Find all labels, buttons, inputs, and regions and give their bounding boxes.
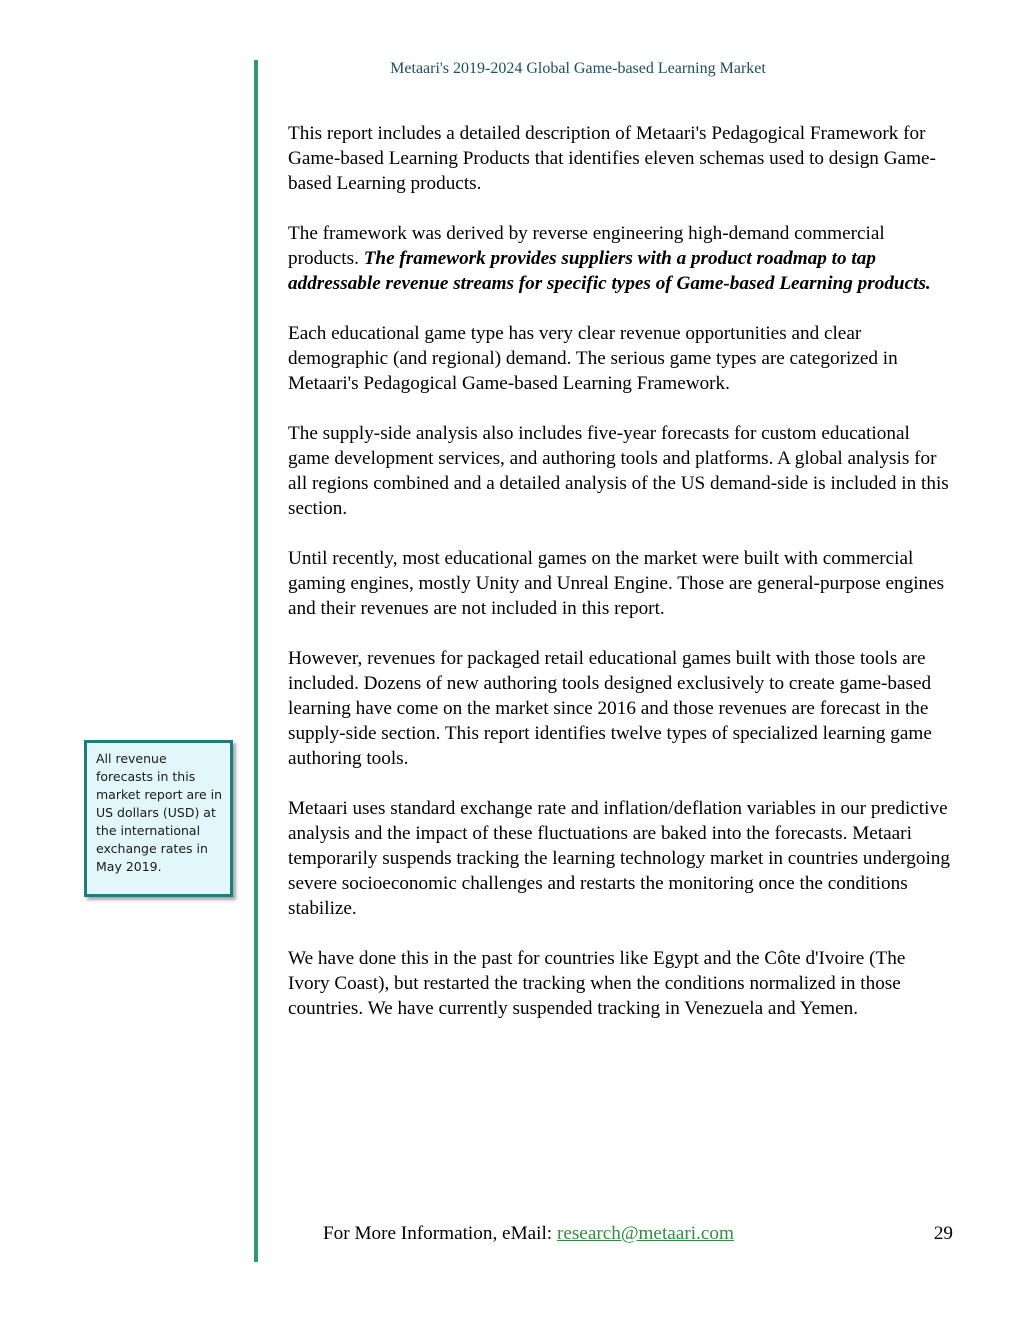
paragraph-supply-side: The supply-side analysis also includes five-year forecasts for custom educational game development services, and authoring tools and platforms. A global analysis for all regions combined and a detailed analysis of the US demand-side is included in this section.: [288, 423, 949, 519]
paragraph-authoring-tools: However, revenues for packaged retail educational games built with those tools are included. Dozens of new authoring tools designed exclusively to create game-based learning have come on the market since 2016 and those revenues are forecast in the supply-side section. This report identifies twelve types of specialized learning game authoring tools.: [288, 648, 932, 769]
margin-rule: [254, 60, 258, 1262]
running-header: Metaari's 2019-2024 Global Game-based Learning Market: [390, 60, 766, 77]
paragraph-suspended-tracking: We have done this in the past for countries like Egypt and the Côte d'Ivoire (The Ivory Coast), but restarted the tracking when the conditions normalized in those countries. We have currently suspended tracking in Venezuela and Yemen.: [288, 948, 906, 1019]
paragraph-framework-derivation: [288, 221, 950, 296]
report-body: [288, 121, 950, 1046]
email-link[interactable]: research@metaari.com: [556, 1223, 734, 1244]
page-footer: [323, 1221, 953, 1246]
emphasis-text: The framework provides suppliers with a product roadmap to tap addressable revenue streams for specific types of Game-based Learning products.: [288, 248, 931, 294]
paragraph-game-types: Each educational game type has very clear revenue opportunities and clear demographic (and regional) demand. The serious game types are categorized in Metaari's Pedagogical Game-based Learning Framework.: [288, 323, 898, 394]
currency-note-box: All revenue forecasts in this market report are in US dollars (USD) at the international exchange rates in May 2019.: [84, 740, 233, 897]
page-number: 29: [933, 1223, 953, 1244]
paragraph-framework-description: This report includes a detailed description of Metaari's Pedagogical Framework for Game-based Learning Products that identifies eleven schemas used to design Game-based Learning products.: [288, 123, 936, 194]
footer-label: For More Information, eMail:: [323, 1223, 553, 1244]
paragraph-text: The framework was derived by reverse engineering high-demand commercial products.: [288, 223, 885, 269]
paragraph-gaming-engines: Until recently, most educational games on the market were built with commercial gaming engines, mostly Unity and Unreal Engine. Those are general-purpose engines and their revenues are not included in this report.: [288, 548, 945, 619]
paragraph-exchange-rates: Metaari uses standard exchange rate and inflation/deflation variables in our predictive analysis and the impact of these fluctuations are baked into the forecasts. Metaari temporarily suspends tracking the learning technology market in countries undergoing severe socioeconomic challenges and restarts the monitoring once the conditions stabilize.: [288, 798, 950, 919]
